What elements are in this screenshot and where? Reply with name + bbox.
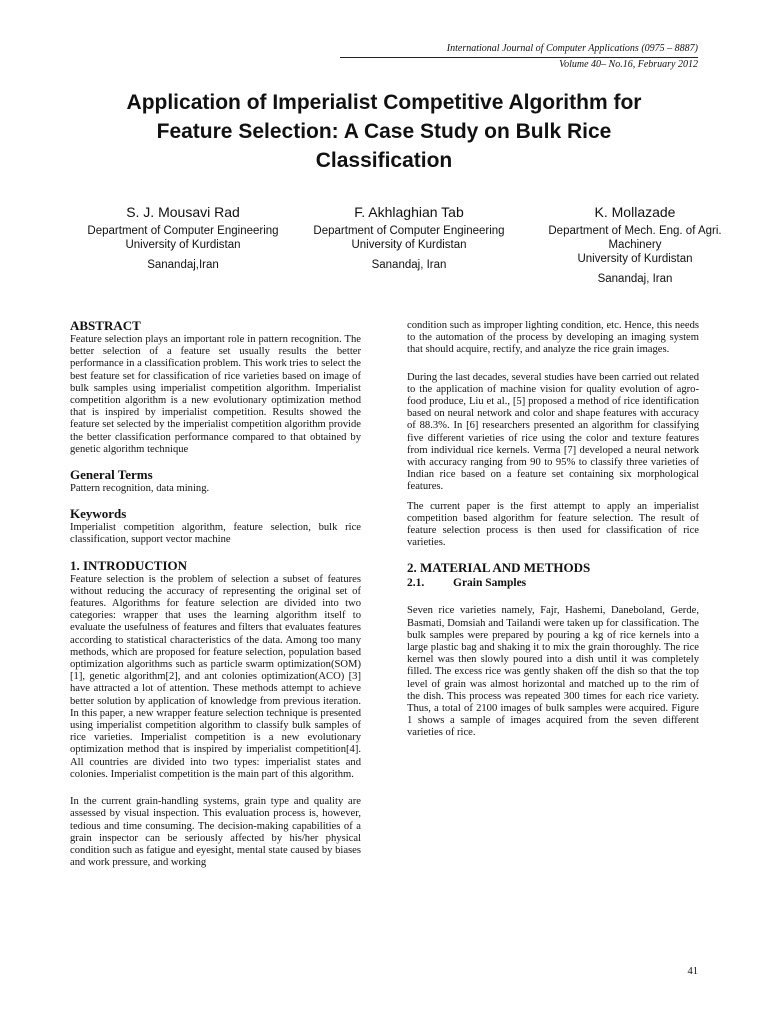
introduction-paragraph: In the current grain-handling systems, grain type and quality are assessed by visual inspection. This evaluation process is, however, tedious and time consuming. The decision-making capabilities of a grain inspector can be seriously affected by his/her physical condition such as fatigue and eyesight, mental state caused by biases and work pressure, and working	[70, 796, 361, 869]
author-city: Sanandaj, Iran	[371, 259, 447, 271]
author-city: Sanandaj, Iran	[597, 273, 673, 285]
keywords-text: Imperialist competition algorithm, feature selection, bulk rice classification, support vector machine	[70, 522, 361, 546]
general-terms-heading: General Terms	[70, 467, 153, 483]
author-1	[70, 203, 296, 286]
author-3	[522, 203, 748, 286]
paper-title: Application of Imperialist Competitive Algorithm for Feature Selection: A Case Study on Bulk Rice Classification	[126, 91, 642, 172]
author-department: Department of Mech. Eng. of Agri. Machinery	[548, 225, 722, 251]
keywords-heading: Keywords	[70, 506, 127, 522]
introduction-paragraph: Feature selection is the problem of selection a subset of features without reducing the accuracy of representing the original set of features. Algorithms for feature selection are divided into two categories: wrapper that uses the learning algorithm itself to evaluate the usefulness of features and filters that evaluates features according to statistical characteristics of the data. Among too many methods, which are proposed for feature selection, population based optimization algorithms such as particle swarm optimization(SOM)[1], genetic algorithm[2], and ant colonies optimization(ACO) [3] have attracted a lot of attention. These methods attempt to achieve better solution by application of knowledge from previous iteration. In this paper, a new wrapper feature selection technique is presented using imperialist competition algorithm to classify bulk samples of rice varieties. Imperialist competition is a new evolutionary optimization method that is inspired by imperialist competition[4]. All countries are divided into two types: imperialist states and colonies. Imperialist competition is the main part of this algorithm.	[70, 573, 361, 780]
introduction-paragraph: condition such as improper lighting condition, etc. Hence, this needs to the automation of the process by developing an imaging system that should acquire, rectify, and analyze the rice grain images.	[407, 320, 699, 356]
running-head	[340, 42, 698, 72]
introduction-paragraph: During the last decades, several studies have been carried out related to the application of machine vision for quality evolution of agro-food produce, Liu et al., [5] proposed a method of rice identification based on neural network and color and shape features with accuracy of 88.3%. In [6] researchers presented an algorithm for classifying five different varieties of rice using the color and texture features from individual rice kernels. Verma [7] developed a neural network with accuracy ranging from 90 to 95% to classify three varieties of Indian rice based on a feature set containing six morphological features.	[407, 371, 699, 493]
author-department: Department of Computer Engineering	[313, 225, 505, 237]
general-terms-text: Pattern recognition, data mining.	[70, 483, 210, 495]
right-column	[407, 320, 699, 740]
author-city: Sanandaj,Iran	[147, 259, 219, 271]
abstract-heading: ABSTRACT	[70, 318, 141, 333]
journal-name: International Journal of Computer Applications (0975 – 8887)	[446, 43, 698, 54]
subsection-number: 2.1.	[407, 577, 425, 590]
subsection-title: Grain Samples	[453, 577, 527, 590]
author-name: S. J. Mousavi Rad	[126, 204, 240, 220]
author-2	[296, 203, 522, 286]
introduction-heading: 1. INTRODUCTION	[70, 557, 188, 573]
grain-samples-heading	[407, 576, 699, 590]
author-name: K. Mollazade	[594, 204, 676, 220]
author-university: University of Kurdistan	[577, 253, 693, 265]
author-block	[70, 203, 748, 286]
page-number: 41	[687, 966, 698, 977]
abstract-text: Feature selection plays an important role in pattern recognition. The better selection of a feature set usually results the better performance in a classification problem. This work tries to select the best feature set for classification of rice varieties based on image of bulk samples using imperialist competition algorithm. Imperialist competition algorithm is a new evolutionary optimization method that is inspired by imperialist competition. Results showed the feature set selected by the imperialist competition algorithm provide the better classification performance compared to that obtained by genetic algorithm technique	[70, 334, 361, 455]
author-name: F. Akhlaghian Tab	[354, 204, 464, 220]
grain-samples-paragraph: Seven rice varieties namely, Fajr, Hashemi, Daneboland, Gerde, Basmati, Domsiah and Tailandi were taken up for classification. The bulk samples were prepared by pouring a kg of rice kernels into a large plastic bag and shaking it to mix the grain thoroughly. The rice kernel was then slowly poured into a dish until it was completely filled. The excess rice was gently shaken off the dish so that the top level of grain was almost horizontal and matched up to the rim of the dish. This process was repeated 300 times for each rice variety. Thus, a total of 2100 images of bulk samples were acquired. Figure 1 shows a sample of images acquired from the seven different varieties of rice.	[407, 605, 699, 739]
author-department: Department of Computer Engineering	[87, 225, 279, 237]
introduction-paragraph: The current paper is the first attempt to apply an imperialist competition based algorithm for feature selection. The result of feature selection process is then used for classification of rice varieties.	[407, 500, 699, 549]
volume-info: Volume 40– No.16, February 2012	[559, 59, 698, 70]
author-university: University of Kurdistan	[351, 239, 467, 251]
author-university: University of Kurdistan	[125, 239, 241, 251]
methods-heading: 2. MATERIAL AND METHODS	[407, 560, 591, 576]
left-column	[70, 318, 361, 869]
